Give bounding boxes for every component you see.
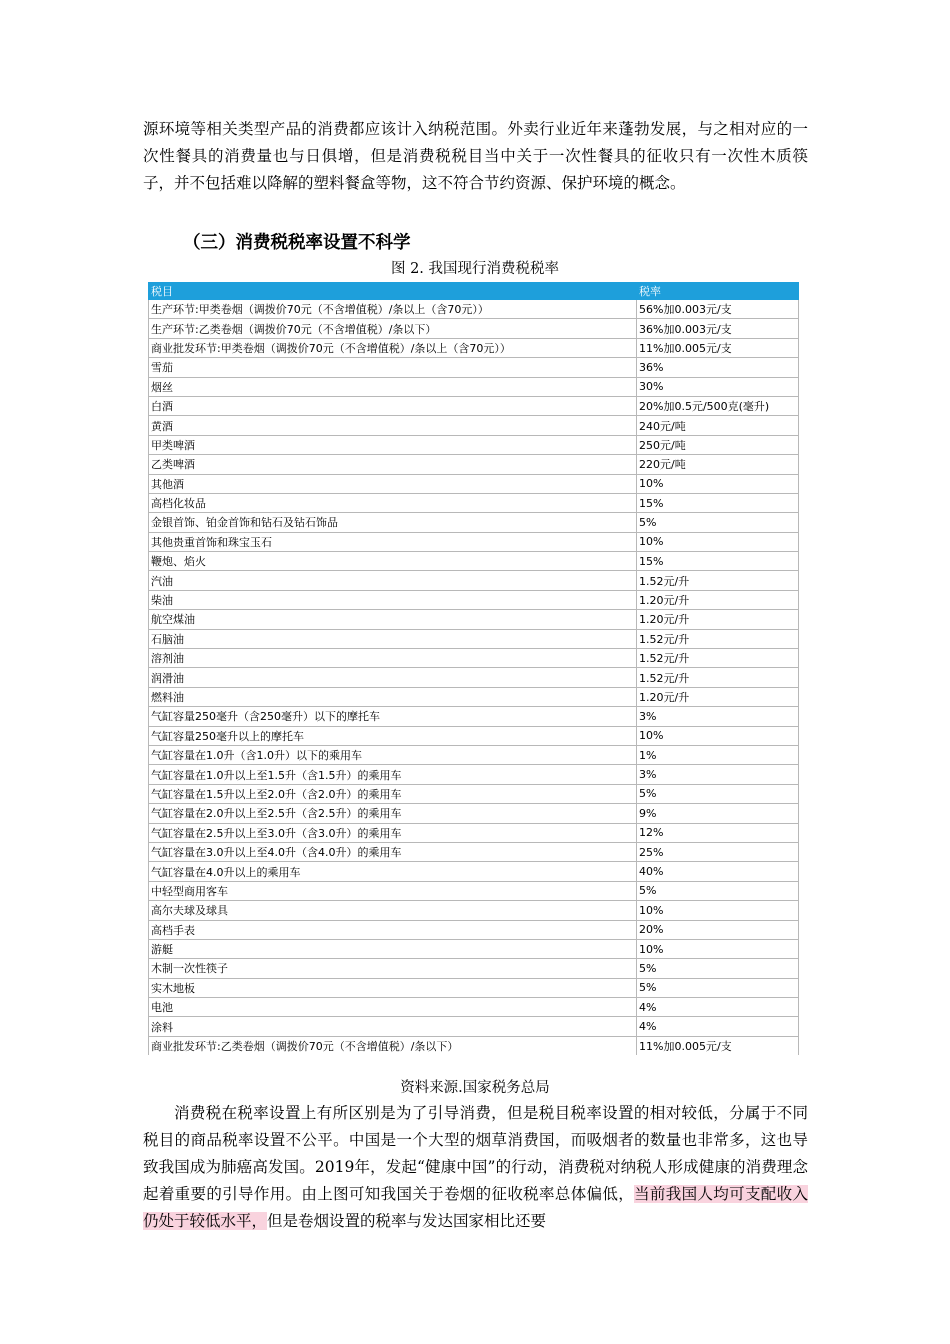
table-row [149, 377, 799, 396]
tax-item-cell: 气缸容量在3.0升以上至4.0升（含4.0升）的乘用车 [149, 842, 637, 861]
tax-item-cell: 乙类啤酒 [149, 455, 637, 474]
tax-item-cell: 金银首饰、铂金首饰和钻石及钻石饰品 [149, 513, 637, 532]
tax-item-cell: 商业批发环节:甲类卷烟（调拨价70元（不含增值税）/条以上（含70元）） [149, 338, 637, 357]
tax-item-cell: 汽油 [149, 571, 637, 590]
tax-rate-cell: 5% [637, 978, 799, 997]
tax-item-cell: 航空煤油 [149, 610, 637, 629]
tax-item-cell: 溶剂油 [149, 649, 637, 668]
table-row [149, 1017, 799, 1036]
table-row [149, 726, 799, 745]
table-row [149, 455, 799, 474]
table-row [149, 532, 799, 551]
tax-item-cell: 柴油 [149, 590, 637, 609]
tax-rate-cell: 1.52元/升 [637, 571, 799, 590]
tax-rate-cell: 1.52元/升 [637, 668, 799, 687]
table-row [149, 1036, 799, 1055]
table-row [149, 842, 799, 861]
body-paragraph-bottom [143, 1100, 808, 1235]
table-row [149, 513, 799, 532]
table-row [149, 338, 799, 357]
tax-item-cell: 生产环节:乙类卷烟（调拨价70元（不含增值税）/条以下） [149, 319, 637, 338]
tax-item-cell: 黄酒 [149, 416, 637, 435]
tax-rate-table [148, 282, 799, 1055]
table-row [149, 939, 799, 958]
tax-rate-cell: 10% [637, 532, 799, 551]
tax-item-cell: 高档化妆品 [149, 493, 637, 512]
tax-rate-cell: 10% [637, 901, 799, 920]
tax-rate-cell: 15% [637, 493, 799, 512]
table-row [149, 552, 799, 571]
tax-rate-cell: 5% [637, 959, 799, 978]
tax-item-cell: 气缸容量在2.5升以上至3.0升（含3.0升）的乘用车 [149, 823, 637, 842]
tax-rate-cell: 10% [637, 939, 799, 958]
tax-rate-cell: 30% [637, 377, 799, 396]
tax-rate-cell: 5% [637, 881, 799, 900]
table-row [149, 745, 799, 764]
tax-rate-cell: 56%加0.003元/支 [637, 300, 799, 319]
paragraph-text-continued: 但是卷烟设置的税率与发达国家相比还要 [267, 1212, 547, 1230]
table-row [149, 590, 799, 609]
table-row [149, 358, 799, 377]
tax-item-cell: 高档手表 [149, 920, 637, 939]
table-row [149, 610, 799, 629]
table-row [149, 416, 799, 435]
tax-item-cell: 燃料油 [149, 687, 637, 706]
tax-rate-cell: 36%加0.003元/支 [637, 319, 799, 338]
tax-item-cell: 气缸容量在4.0升以上的乘用车 [149, 862, 637, 881]
table-row [149, 687, 799, 706]
table-row [149, 784, 799, 803]
table-row [149, 435, 799, 454]
table-row [149, 862, 799, 881]
table-row [149, 474, 799, 493]
table-row [149, 998, 799, 1017]
tax-item-cell: 涂料 [149, 1017, 637, 1036]
tax-rate-cell: 20%加0.5元/500克(毫升) [637, 396, 799, 415]
table-row [149, 300, 799, 319]
tax-item-cell: 雪茄 [149, 358, 637, 377]
body-paragraph-top: 源环境等相关类型产品的消费都应该计入纳税范围。外卖行业近年来蓬勃发展，与之相对应的一次性餐具的消费量也与日俱增，但是消费税税目当中关于一次性餐具的征收只有一次性木质筷子，并不包括难以降解的塑料餐盒等物，这不符合节约资源、保护环境的概念。 [143, 120, 808, 192]
tax-item-cell: 气缸容量在1.0升以上至1.5升（含1.5升）的乘用车 [149, 765, 637, 784]
tax-rate-cell: 1.52元/升 [637, 629, 799, 648]
table-row [149, 804, 799, 823]
tax-rate-cell: 5% [637, 513, 799, 532]
tax-rate-cell: 3% [637, 765, 799, 784]
tax-rate-cell: 5% [637, 784, 799, 803]
tax-item-cell: 中轻型商用客车 [149, 881, 637, 900]
tax-rate-cell: 4% [637, 998, 799, 1017]
tax-item-cell: 商业批发环节:乙类卷烟（调拨价70元（不含增值税）/条以下） [149, 1036, 637, 1055]
tax-rate-cell: 1% [637, 745, 799, 764]
tax-item-cell: 气缸容量在2.0升以上至2.5升（含2.5升）的乘用车 [149, 804, 637, 823]
tax-item-cell: 鞭炮、焰火 [149, 552, 637, 571]
table-row [149, 765, 799, 784]
tax-item-cell: 气缸容量在1.0升（含1.0升）以下的乘用车 [149, 745, 637, 764]
tax-item-cell: 实木地板 [149, 978, 637, 997]
tax-rate-cell: 1.52元/升 [637, 649, 799, 668]
column-header-item: 税目 [149, 283, 637, 300]
tax-rate-cell: 250元/吨 [637, 435, 799, 454]
table-row [149, 319, 799, 338]
tax-rate-cell: 36% [637, 358, 799, 377]
section-heading: （三）消费税税率设置不科学 [183, 233, 411, 253]
table-row [149, 920, 799, 939]
tax-item-cell: 气缸容量250毫升（含250毫升）以下的摩托车 [149, 707, 637, 726]
paragraph-text: 消费税在税率设置上有所区别是为了引导消费，但是税目税率设置的相对较低，分属于不同税目的商品税率设置不公平。中国是一个大型的烟草消费国，而吸烟者的数量也非常多，这也导致我国成为肺癌高发国。2019年，发起“健康中国”的行动，消费税对纳税人形成健康的消费理念起着重要的引导作用。由上图可知我国关于卷烟的征收税率总体偏低， [143, 1104, 808, 1203]
tax-item-cell: 木制一次性筷子 [149, 959, 637, 978]
table-row [149, 978, 799, 997]
table-row [149, 493, 799, 512]
tax-rate-cell: 220元/吨 [637, 455, 799, 474]
tax-rate-cell: 4% [637, 1017, 799, 1036]
table-body [149, 300, 799, 1056]
tax-item-cell: 其他贵重首饰和珠宝玉石 [149, 532, 637, 551]
tax-item-cell: 石脑油 [149, 629, 637, 648]
highlighted-text: 当前我国人均可支配收入仍处于较低水平， [143, 1185, 808, 1230]
table-header-row [149, 283, 799, 300]
table-row [149, 396, 799, 415]
table-row [149, 629, 799, 648]
tax-item-cell: 气缸容量在1.5升以上至2.0升（含2.0升）的乘用车 [149, 784, 637, 803]
source-note: 资料来源.国家税务总局 [400, 1080, 550, 1096]
tax-item-cell: 电池 [149, 998, 637, 1017]
tax-rate-cell: 15% [637, 552, 799, 571]
tax-item-cell: 其他酒 [149, 474, 637, 493]
tax-item-cell: 润滑油 [149, 668, 637, 687]
tax-item-cell: 甲类啤酒 [149, 435, 637, 454]
table-row [149, 571, 799, 590]
tax-rate-cell: 1.20元/升 [637, 687, 799, 706]
tax-rate-cell: 9% [637, 804, 799, 823]
table-row [149, 901, 799, 920]
table-row [149, 959, 799, 978]
tax-rate-cell: 12% [637, 823, 799, 842]
tax-rate-cell: 25% [637, 842, 799, 861]
tax-item-cell: 烟丝 [149, 377, 637, 396]
tax-rate-cell: 20% [637, 920, 799, 939]
tax-item-cell: 生产环节:甲类卷烟（调拨价70元（不含增值税）/条以上（含70元）） [149, 300, 637, 319]
table-row [149, 707, 799, 726]
tax-rate-cell: 11%加0.005元/支 [637, 338, 799, 357]
tax-rate-cell: 11%加0.005元/支 [637, 1036, 799, 1055]
tax-rate-cell: 1.20元/升 [637, 610, 799, 629]
tax-rate-cell: 40% [637, 862, 799, 881]
tax-rate-cell: 1.20元/升 [637, 590, 799, 609]
table-row [149, 823, 799, 842]
tax-item-cell: 高尔夫球及球具 [149, 901, 637, 920]
tax-rate-cell: 10% [637, 726, 799, 745]
tax-rate-cell: 10% [637, 474, 799, 493]
tax-rate-cell: 3% [637, 707, 799, 726]
figure-caption: 图 2. 我国现行消费税税率 [390, 261, 560, 277]
column-header-rate: 税率 [637, 283, 799, 300]
tax-item-cell: 气缸容量250毫升以上的摩托车 [149, 726, 637, 745]
table-row [149, 668, 799, 687]
tax-rate-cell: 240元/吨 [637, 416, 799, 435]
tax-item-cell: 白酒 [149, 396, 637, 415]
table-row [149, 649, 799, 668]
table-row [149, 881, 799, 900]
tax-item-cell: 游艇 [149, 939, 637, 958]
